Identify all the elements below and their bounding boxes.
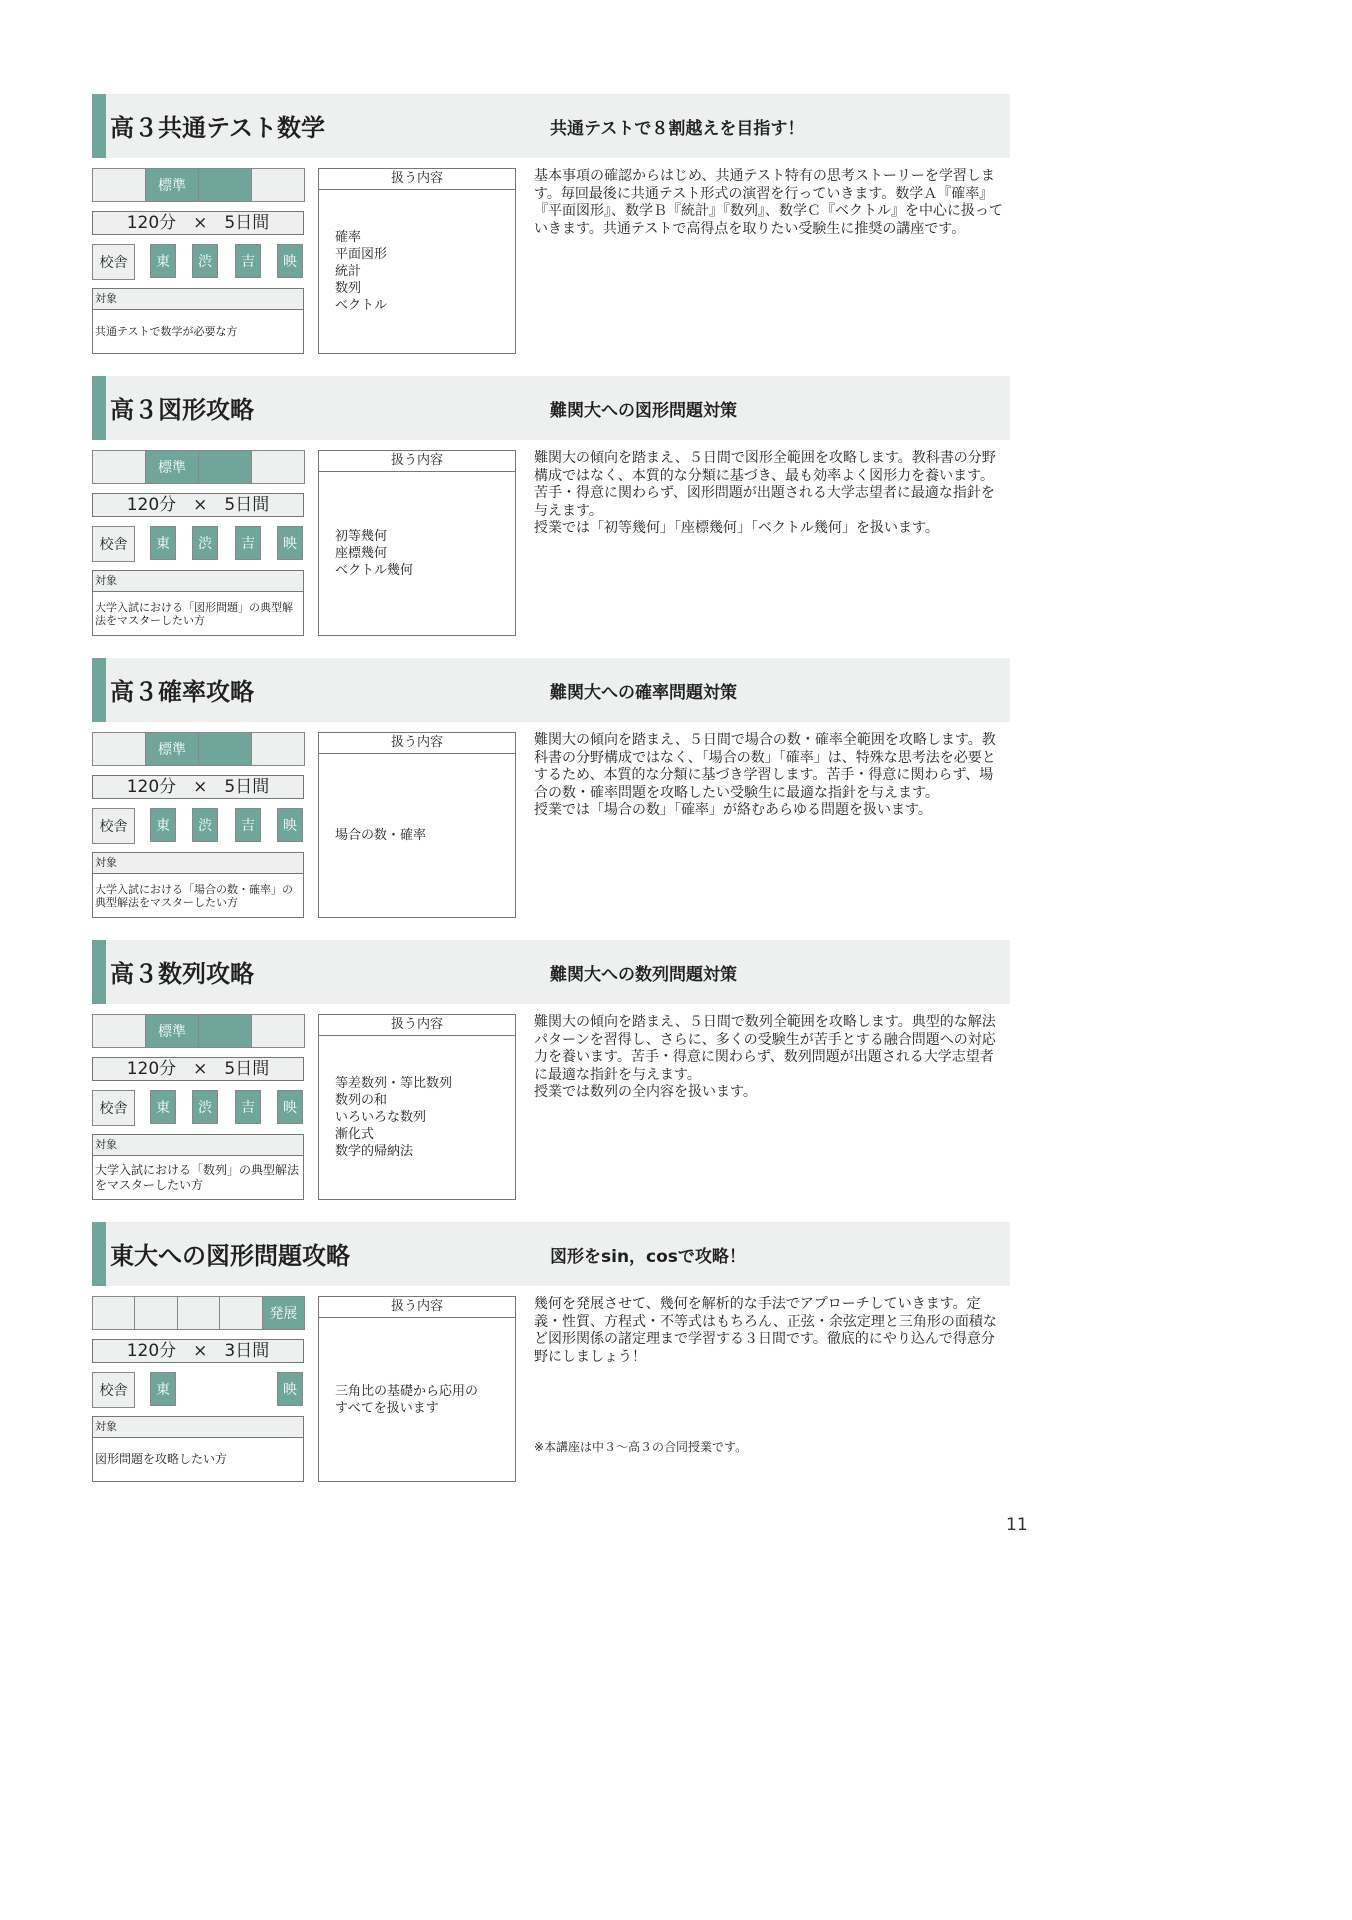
duration: 120分 × 5日間 <box>92 493 304 517</box>
accent-bar <box>92 658 106 722</box>
accent-bar <box>92 1222 106 1286</box>
page-number: 11 <box>1006 1515 1028 1535</box>
course-title: 高３共通テスト数学 <box>110 114 326 142</box>
content-item: いろいろな数列 <box>335 1110 427 1125</box>
course-header <box>92 1222 1010 1286</box>
content-item: 漸化式 <box>335 1127 375 1142</box>
course-note: ※本講座は中３～高３の合同授業です。 <box>534 1440 748 1454</box>
target-box <box>92 288 304 354</box>
accent-bar <box>92 376 106 440</box>
contents-label: 扱う内容 <box>319 451 515 472</box>
course-description: 難関大の傾向を踏まえ、５日間で場合の数・確率全範囲を攻略します。教科書の分野構成ではなく、「場合の数」「確率」は、特殊な思考法を必要とするため、本質的な分類に基づき学習します。苦手・得意に関わらず、場合の数・確率問題を攻略したい受験生に最適な指針を与えます。 授業では「場合の数」「確率」が絡むあらゆる問題を扱います。 <box>534 732 996 819</box>
campus-badge: 吉 <box>235 808 261 842</box>
level-cell-active: 発展 <box>262 1296 305 1330</box>
level-cell-active <box>198 450 252 484</box>
campus-label: 校舎 <box>92 1090 135 1126</box>
course-title: 高３図形攻略 <box>110 396 254 424</box>
target-box <box>92 852 304 918</box>
course-block <box>92 1222 1010 1484</box>
course-block <box>92 376 1010 638</box>
target-text: 大学入試における「図形問題」の典型解法をマスターしたい方 <box>95 600 293 627</box>
contents-list <box>319 190 515 353</box>
course-header <box>92 940 1010 1004</box>
level-cell <box>92 1014 146 1048</box>
campus-badge: 映 <box>277 1090 303 1124</box>
target-text: 共通テストで数学が必要な方 <box>95 325 238 338</box>
level-cell <box>219 1296 262 1330</box>
contents-list <box>319 754 515 917</box>
campus-label: 校舎 <box>92 244 135 280</box>
campus-row <box>92 1090 304 1124</box>
level-cell <box>92 450 146 484</box>
duration: 120分 × 3日間 <box>92 1339 304 1363</box>
duration: 120分 × 5日間 <box>92 211 304 235</box>
accent-bar <box>92 94 106 158</box>
level-cell-active <box>198 168 252 202</box>
target-label: 対象 <box>93 1417 303 1438</box>
content-item: ベクトル <box>335 298 388 313</box>
contents-label: 扱う内容 <box>319 1297 515 1318</box>
level-indicator <box>92 732 304 766</box>
target-text: 図形問題を攻略したい方 <box>95 1452 228 1466</box>
campus-badge: 映 <box>277 808 303 842</box>
content-item: ベクトル幾何 <box>335 563 414 578</box>
course-tagline: 図形をsin，cosで攻略！ <box>550 1247 746 1267</box>
level-cell <box>134 1296 177 1330</box>
level-cell <box>251 168 305 202</box>
campus-badge: 映 <box>277 526 303 560</box>
level-cell <box>177 1296 220 1330</box>
content-item: 等差数列・等比数列 <box>335 1076 453 1091</box>
campus-row <box>92 1372 304 1406</box>
course-title: 東大への図形問題攻略 <box>110 1242 350 1270</box>
duration: 120分 × 5日間 <box>92 775 304 799</box>
duration: 120分 × 5日間 <box>92 1057 304 1081</box>
contents-list <box>319 472 515 635</box>
campus-label: 校舎 <box>92 808 135 844</box>
course-block <box>92 940 1010 1202</box>
target-label: 対象 <box>93 853 303 874</box>
course-header <box>92 658 1010 722</box>
level-cell-active: 標準 <box>145 1014 199 1048</box>
course-block <box>92 658 1010 920</box>
content-item: 数学的帰納法 <box>335 1144 414 1159</box>
campus-row <box>92 244 304 278</box>
course-tagline: 難関大への数列問題対策 <box>550 965 737 985</box>
campus-badge: 東 <box>150 244 176 278</box>
campus-row <box>92 808 304 842</box>
campus-badge: 渋 <box>192 526 218 560</box>
level-indicator <box>92 168 304 202</box>
target-text: 大学入試における「場合の数・確率」の典型解法をマスターしたい方 <box>95 882 293 909</box>
campus-row <box>92 526 304 560</box>
content-item: 場合の数・確率 <box>335 828 427 843</box>
course-block <box>92 94 1010 356</box>
campus-badge: 吉 <box>235 1090 261 1124</box>
course-title: 高３数列攻略 <box>110 960 254 988</box>
contents-box <box>318 732 516 918</box>
campus-label: 校舎 <box>92 1372 135 1408</box>
content-item: 初等幾何 <box>335 529 388 544</box>
level-cell <box>92 1296 135 1330</box>
level-cell-active: 標準 <box>145 450 199 484</box>
target-label: 対象 <box>93 1135 303 1156</box>
campus-label: 校舎 <box>92 526 135 562</box>
content-item: 座標幾何 <box>335 546 388 561</box>
campus-badge: 吉 <box>235 244 261 278</box>
level-cell <box>92 732 146 766</box>
campus-badge: 吉 <box>235 526 261 560</box>
level-cell-active: 標準 <box>145 168 199 202</box>
campus-badge: 渋 <box>192 808 218 842</box>
contents-box <box>318 168 516 354</box>
contents-label: 扱う内容 <box>319 1015 515 1036</box>
target-box <box>92 570 304 636</box>
course-description: 難関大の傾向を踏まえ、５日間で図形全範囲を攻略します。教科書の分野構成ではなく、本質的な分類に基づき、最も効率よく図形力を養います。苦手・得意に関わらず、図形問題が出題される大学志望者に最適な指針を与えます。 授業では「初等幾何」「座標幾何」「ベクトル幾何」を扱います。 <box>534 450 996 537</box>
content-item: 平面図形 <box>335 247 388 262</box>
content-item: 数列の和 <box>335 1093 388 1108</box>
course-title: 高３確率攻略 <box>110 678 254 706</box>
campus-badge: 東 <box>150 1090 176 1124</box>
course-header <box>92 94 1010 158</box>
campus-badge: 映 <box>277 1372 303 1406</box>
campus-badge: 渋 <box>192 244 218 278</box>
target-text: 大学入試における「数列」の典型解法をマスターしたい方 <box>95 1162 300 1192</box>
course-tagline: 難関大への図形問題対策 <box>550 401 737 421</box>
contents-label: 扱う内容 <box>319 169 515 190</box>
campus-badge: 渋 <box>192 1090 218 1124</box>
content-item: すべてを扱います <box>335 1400 439 1416</box>
accent-bar <box>92 940 106 1004</box>
level-cell <box>251 1014 305 1048</box>
course-description: 幾何を発展させて、幾何を解析的な手法でアプローチしていきます。定義・性質、方程式・不等式はもちろん、正弦・余弦定理と三角形の面積など図形関係の諸定理まで学習する３日間です。徹底的にやり込んで得意分野にしましょう！ <box>534 1296 997 1365</box>
course-header <box>92 376 1010 440</box>
content-item: 数列 <box>335 281 362 296</box>
contents-box <box>318 1014 516 1200</box>
level-cell <box>251 732 305 766</box>
target-label: 対象 <box>93 571 303 592</box>
level-indicator <box>92 1296 304 1330</box>
content-item: 三角比の基礎から応用の <box>335 1383 479 1399</box>
campus-badge: 東 <box>150 526 176 560</box>
contents-label: 扱う内容 <box>319 733 515 754</box>
contents-list <box>319 1318 515 1481</box>
course-description: 基本事項の確認からはじめ、共通テスト特有の思考ストーリーを学習します。毎回最後に共通テスト形式の演習を行っていきます。数学Ａ『確率』『平面図形』、数学Ｂ『統計』『数列』、数学Ｃ『ベクトル』を中心に扱っていきます。共通テストで高得点を取りたい受験生に推奨の講座です。 <box>534 168 1003 237</box>
level-cell <box>92 168 146 202</box>
course-tagline: 難関大への確率問題対策 <box>550 683 737 703</box>
campus-badge: 映 <box>277 244 303 278</box>
target-box <box>92 1416 304 1482</box>
level-cell-active <box>198 732 252 766</box>
contents-list <box>319 1036 515 1199</box>
content-item: 統計 <box>335 264 362 279</box>
level-indicator <box>92 450 304 484</box>
level-cell-active: 標準 <box>145 732 199 766</box>
course-description: 難関大の傾向を踏まえ、５日間で数列全範囲を攻略します。典型的な解法パターンを習得し、さらに、多くの受験生が苦手とする融合問題への対応力を養います。苦手・得意に関わらず、数列問題が出題される大学志望者に最適な指針を与えます。 授業では数列の全内容を扱います。 <box>534 1014 996 1101</box>
campus-badge: 東 <box>150 808 176 842</box>
contents-box <box>318 1296 516 1482</box>
contents-box <box>318 450 516 636</box>
level-cell <box>251 450 305 484</box>
content-item: 確率 <box>335 230 362 245</box>
course-tagline: 共通テストで８割越えを目指す！ <box>550 119 805 139</box>
level-cell-active <box>198 1014 252 1048</box>
target-box <box>92 1134 304 1200</box>
target-label: 対象 <box>93 289 303 310</box>
campus-badge: 東 <box>150 1372 176 1406</box>
level-indicator <box>92 1014 304 1048</box>
